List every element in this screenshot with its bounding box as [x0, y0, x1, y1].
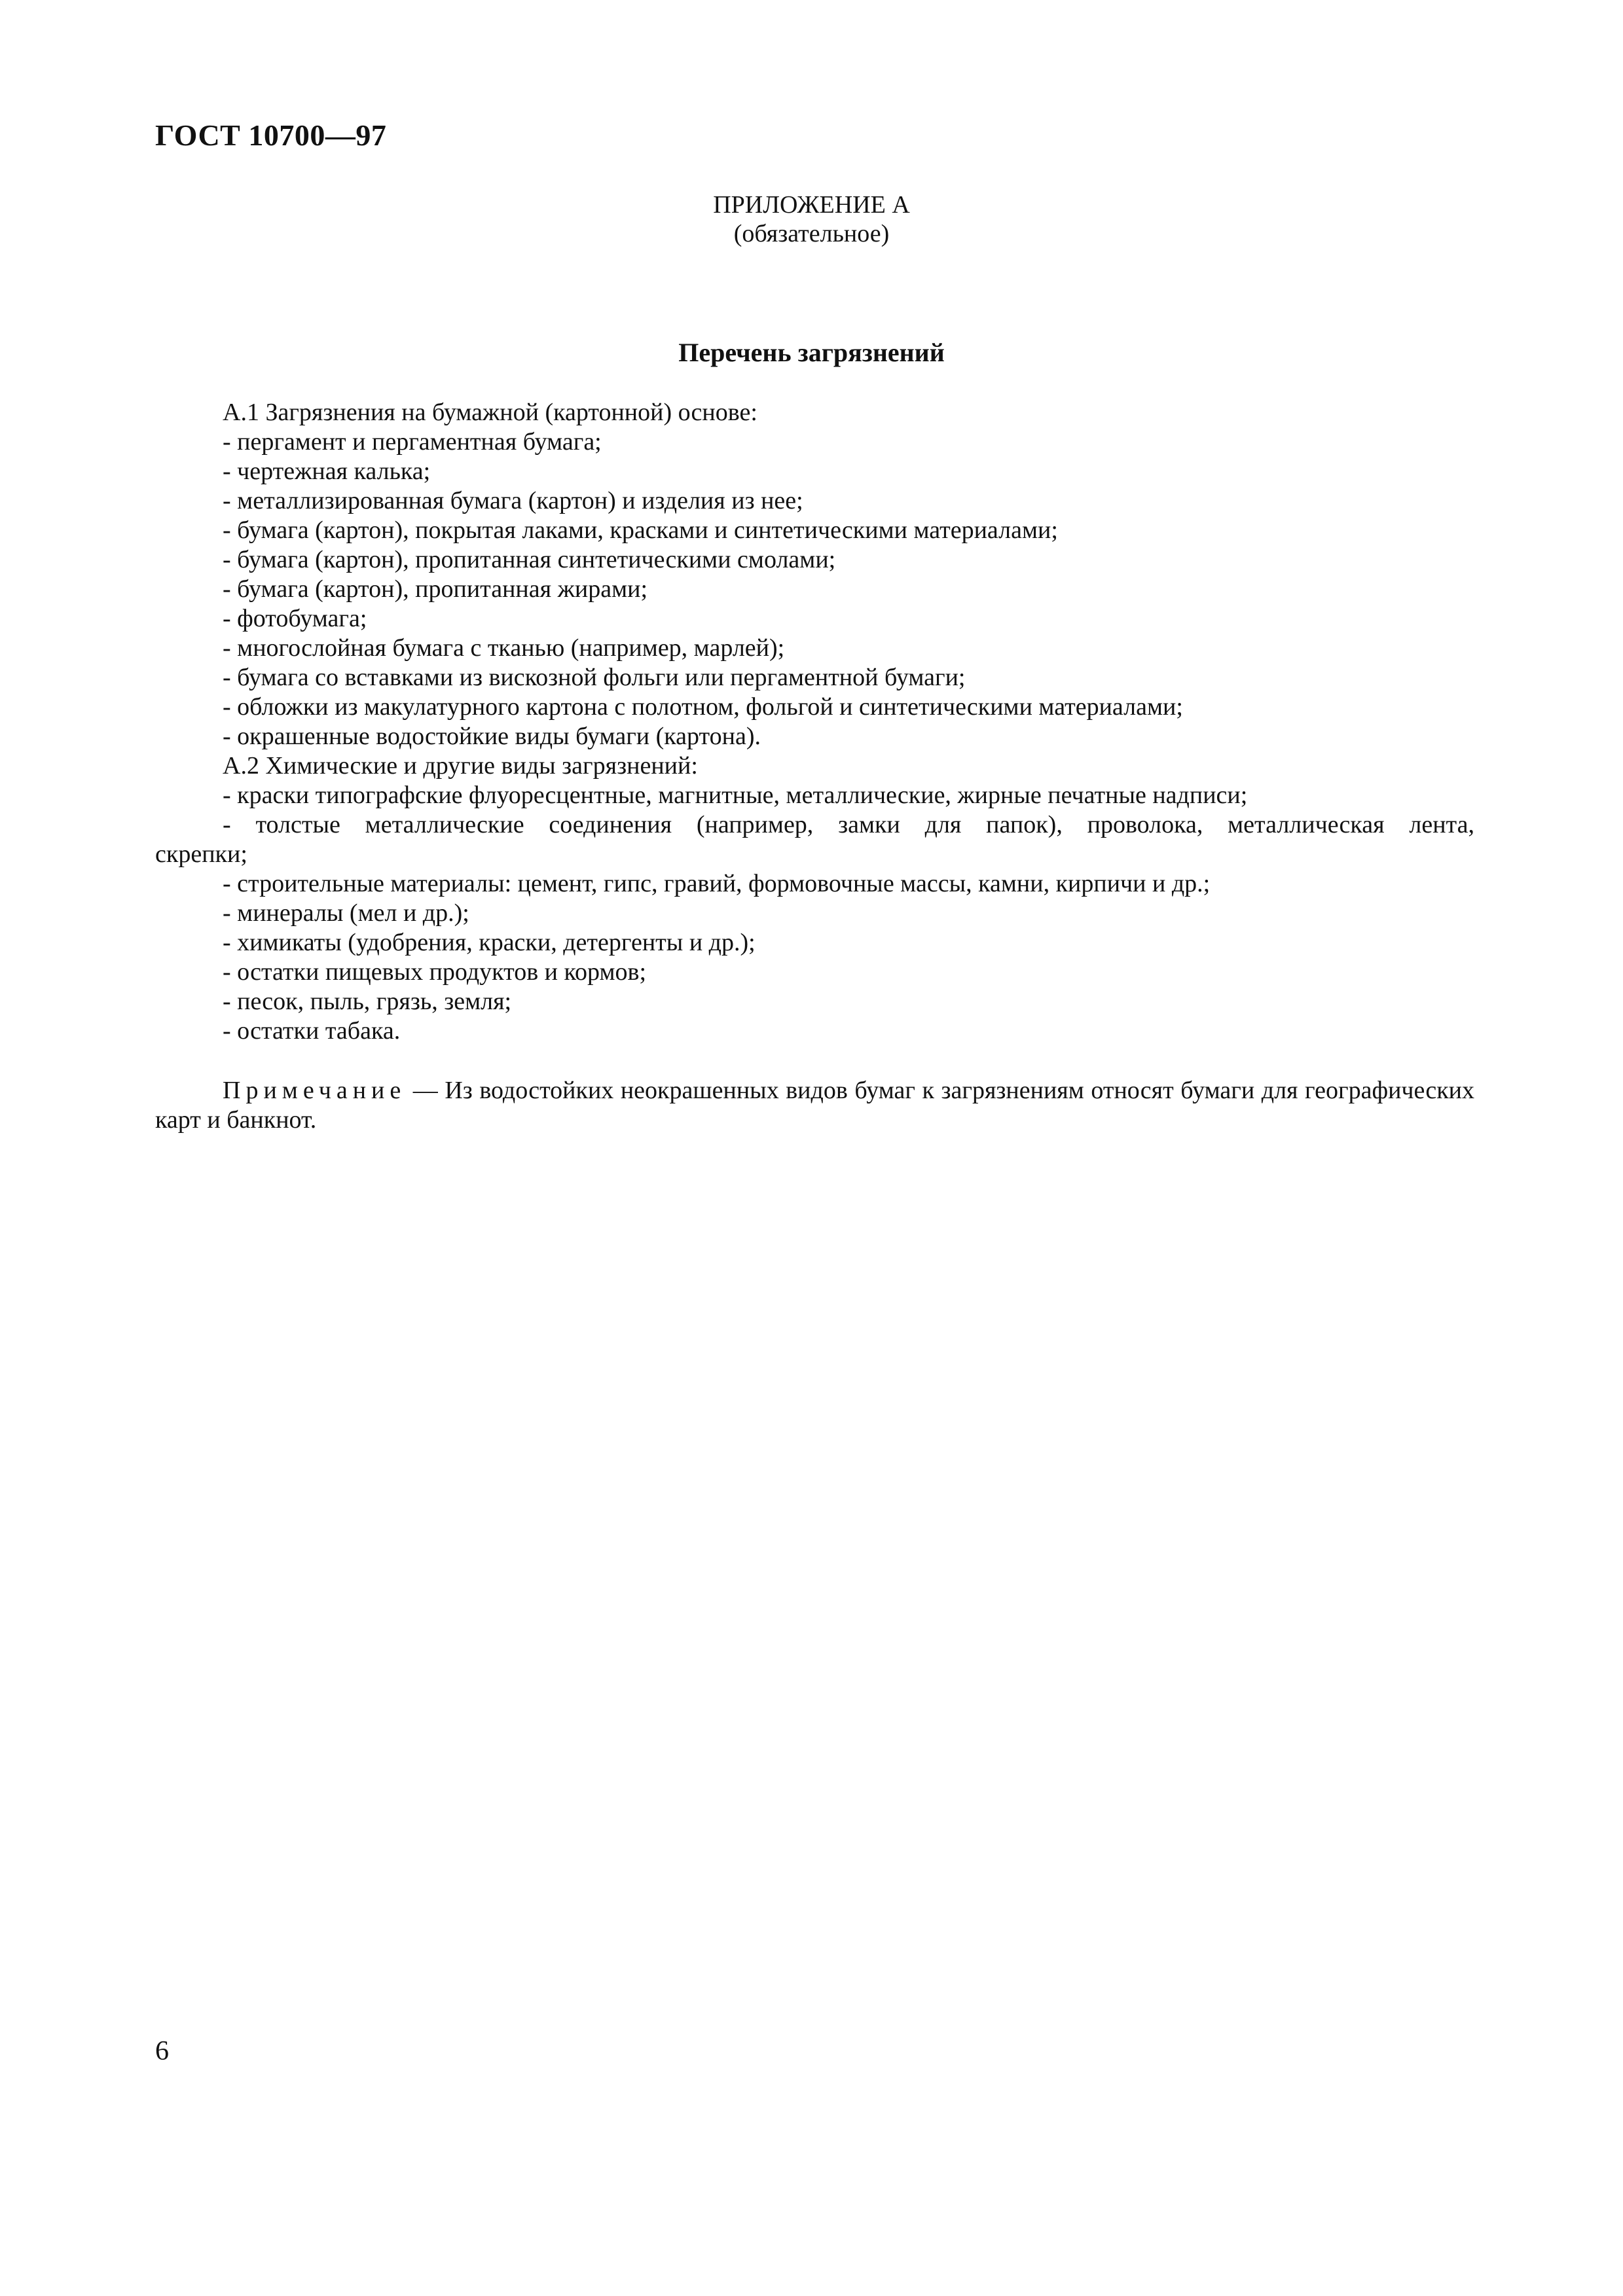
note-label: Примечание — [223, 1077, 407, 1104]
list-item-continuation: скрепки; — [155, 840, 247, 868]
list-item: - бумага (картон), пропитанная жирами; — [223, 575, 648, 603]
list-item: - краски типографские флуоресцентные, магнитные, металлические, жирные печатные надписи; — [223, 781, 1248, 809]
section-title: Перечень загрязнений — [678, 338, 945, 367]
note-paragraph — [155, 1076, 1474, 1135]
list-item: - чертежная калька; — [223, 457, 431, 485]
page-number: 6 — [155, 2036, 169, 2066]
note-dash: — — [406, 1077, 445, 1104]
list-item: - химикаты (удобрения, краски, детергенты и др.); — [223, 929, 756, 956]
list-item: - окрашенные водостойкие виды бумаги (картона). — [223, 723, 761, 750]
list-item: - остатки табака. — [223, 1017, 401, 1045]
appendix-heading — [0, 190, 1623, 247]
list-item: - обложки из макулатурного картона с полотном, фольгой и синтетическими материалами; — [223, 693, 1183, 721]
list-item: - толстые металлические соединения (например, замки для папок), проволока, металлическая лента, — [223, 811, 1474, 838]
a2-heading: А.2 Химические и другие виды загрязнений: — [223, 752, 698, 780]
contaminants-list — [155, 398, 1474, 1135]
list-item: - бумага (картон), пропитанная синтетическими смолами; — [223, 546, 836, 573]
document-code: ГОСТ 10700—97 — [155, 118, 387, 152]
a1-heading: А.1 Загрязнения на бумажной (картонной) основе: — [223, 399, 757, 426]
list-item: - многослойная бумага с тканью (например, марлей); — [223, 634, 785, 662]
list-item: - остатки пищевых продуктов и кормов; — [223, 958, 647, 986]
appendix-title: ПРИЛОЖЕНИЕ А — [713, 191, 910, 219]
list-item: - фотобумага; — [223, 605, 367, 632]
list-item: - бумага (картон), покрытая лаками, красками и синтетическими материалами; — [223, 516, 1058, 544]
list-item: - строительные материалы: цемент, гипс, гравий, формовочные массы, камни, кирпичи и др.; — [223, 870, 1211, 897]
list-item: - металлизированная бумага (картон) и изделия из нее; — [223, 487, 803, 514]
note-text: Из водостойких неокрашенных видов бумаг к загрязнениям относят бумаги для географических карт и банкнот. — [155, 1077, 1474, 1134]
list-item: - пергамент и пергаментная бумага; — [223, 428, 602, 456]
list-item: - песок, пыль, грязь, земля; — [223, 988, 512, 1015]
list-item: - минералы (мел и др.); — [223, 899, 469, 927]
appendix-status: (обязательное) — [733, 220, 890, 247]
list-item: - бумага со вставками из вискозной фольги или пергаментной бумаги; — [223, 664, 966, 691]
